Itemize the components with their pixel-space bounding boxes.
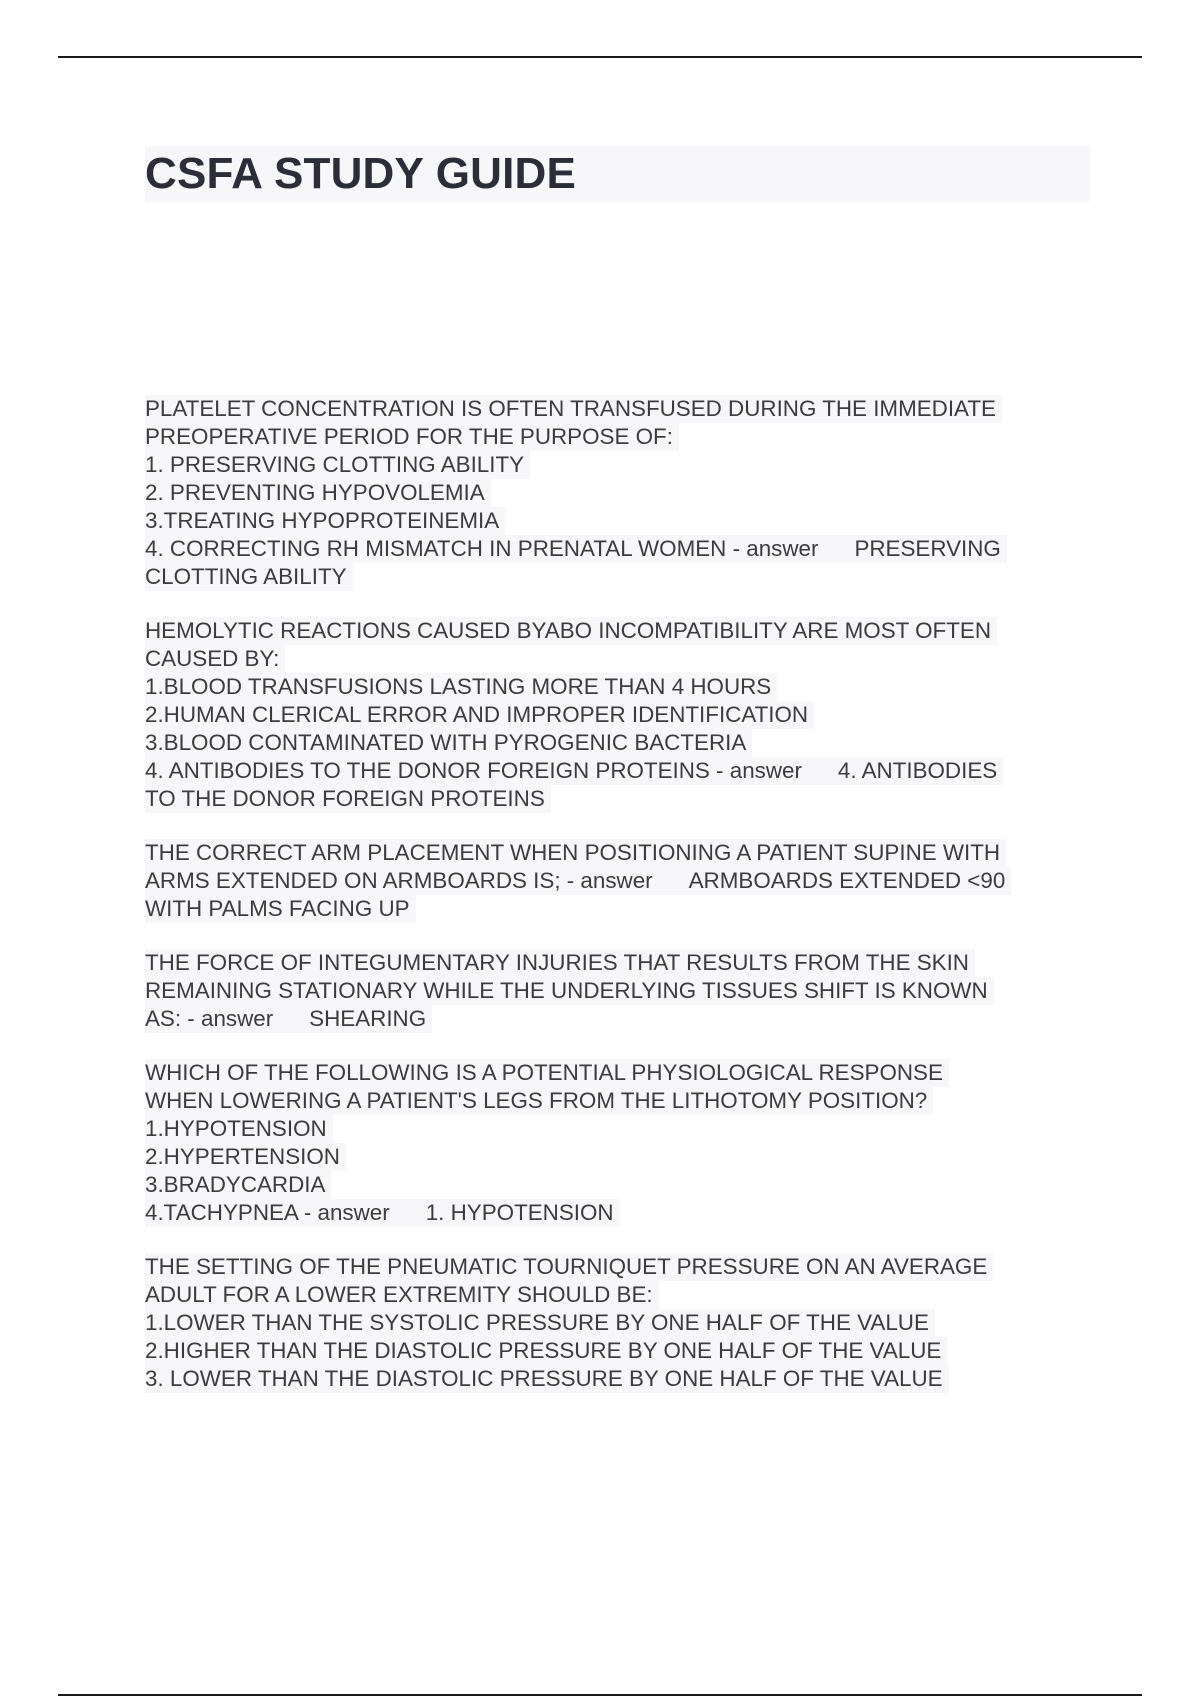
question-text: 3.TREATING HYPOPROTEINEMIA [145, 507, 505, 535]
answer-lead: 4. ANTIBODIES TO THE DONOR FOREIGN PROTEINS - answer [145, 758, 802, 783]
question-line [145, 977, 1095, 1005]
question-line [145, 507, 1095, 535]
answer-row [145, 757, 1003, 785]
answer-lead: 4. CORRECTING RH MISMATCH IN PRENATAL WOMEN - answer [145, 536, 819, 561]
question-line [145, 1143, 1095, 1171]
answer-tail: CLOTTING ABILITY [145, 563, 353, 591]
question-text: THE CORRECT ARM PLACEMENT WHEN POSITIONING A PATIENT SUPINE WITH [145, 839, 1006, 867]
question-block [145, 1059, 1095, 1227]
question-text: 3.BLOOD CONTAMINATED WITH PYROGENIC BACTERIA [145, 729, 752, 757]
question-list [145, 395, 1095, 1419]
question-line [145, 949, 1095, 977]
question-line [145, 1337, 1095, 1365]
answer-line [145, 757, 1095, 785]
answer-continuation-line [145, 895, 1095, 923]
question-text: 1.LOWER THAN THE SYSTOLIC PRESSURE BY ONE HALF OF THE VALUE [145, 1309, 935, 1337]
question-line [145, 479, 1095, 507]
answer-row [145, 867, 1011, 895]
question-text: CAUSED BY: [145, 645, 285, 673]
question-block [145, 1253, 1095, 1393]
question-text: THE FORCE OF INTEGUMENTARY INJURIES THAT RESULTS FROM THE SKIN [145, 949, 975, 977]
question-text: 1. PRESERVING CLOTTING ABILITY [145, 451, 530, 479]
answer-row [145, 1199, 620, 1227]
question-line [145, 701, 1095, 729]
question-line [145, 839, 1095, 867]
question-text: 2. PREVENTING HYPOVOLEMIA [145, 479, 491, 507]
answer-line [145, 867, 1095, 895]
question-line [145, 673, 1095, 701]
question-text: ADULT FOR A LOWER EXTREMITY SHOULD BE: [145, 1281, 659, 1309]
question-line [145, 1281, 1095, 1309]
question-block [145, 395, 1095, 591]
question-text: WHICH OF THE FOLLOWING IS A POTENTIAL PHYSIOLOGICAL RESPONSE [145, 1059, 949, 1087]
answer-line [145, 535, 1095, 563]
question-line [145, 1087, 1095, 1115]
answer-text: 4. ANTIBODIES [837, 758, 998, 783]
question-text: 2.HUMAN CLERICAL ERROR AND IMPROPER IDENTIFICATION [145, 701, 814, 729]
question-text: 1.BLOOD TRANSFUSIONS LASTING MORE THAN 4 HOURS [145, 673, 777, 701]
answer-lead: ARMS EXTENDED ON ARMBOARDS IS; - answer [145, 868, 653, 893]
question-line [145, 1365, 1095, 1393]
question-line [145, 1115, 1095, 1143]
question-text: 1.HYPOTENSION [145, 1115, 333, 1143]
title-block [145, 146, 1090, 202]
page-title: CSFA STUDY GUIDE [145, 149, 577, 198]
answer-text: 1. HYPOTENSION [425, 1200, 614, 1225]
answer-continuation-line [145, 563, 1095, 591]
answer-text: SHEARING [309, 1006, 427, 1031]
answer-tail: TO THE DONOR FOREIGN PROTEINS [145, 785, 551, 813]
question-text: PREOPERATIVE PERIOD FOR THE PURPOSE OF: [145, 423, 679, 451]
question-line [145, 423, 1095, 451]
question-text: 2.HIGHER THAN THE DIASTOLIC PRESSURE BY ONE HALF OF THE VALUE [145, 1337, 947, 1365]
answer-lead: AS: - answer [145, 1006, 274, 1031]
question-line [145, 1171, 1095, 1199]
question-line [145, 645, 1095, 673]
question-line [145, 617, 1095, 645]
answer-row [145, 535, 1007, 563]
top-rule [58, 56, 1142, 58]
answer-tail: WITH PALMS FACING UP [145, 895, 416, 923]
question-block [145, 949, 1095, 1033]
bottom-rule [58, 1694, 1142, 1696]
question-text: PLATELET CONCENTRATION IS OFTEN TRANSFUSED DURING THE IMMEDIATE [145, 395, 1002, 423]
answer-text: ARMBOARDS EXTENDED <90 [688, 868, 1006, 893]
answer-line [145, 1199, 1095, 1227]
question-text: WHEN LOWERING A PATIENT'S LEGS FROM THE LITHOTOMY POSITION? [145, 1087, 933, 1115]
question-text: THE SETTING OF THE PNEUMATIC TOURNIQUET PRESSURE ON AN AVERAGE [145, 1253, 993, 1281]
answer-row [145, 1005, 432, 1033]
question-line [145, 1059, 1095, 1087]
answer-lead: 4.TACHYPNEA - answer [145, 1200, 390, 1225]
question-line [145, 1253, 1095, 1281]
question-line [145, 451, 1095, 479]
question-text: 3. LOWER THAN THE DIASTOLIC PRESSURE BY ONE HALF OF THE VALUE [145, 1365, 949, 1393]
answer-continuation-line [145, 785, 1095, 813]
question-line [145, 395, 1095, 423]
question-line [145, 1309, 1095, 1337]
question-text: 3.BRADYCARDIA [145, 1171, 331, 1199]
answer-line [145, 1005, 1095, 1033]
question-block [145, 617, 1095, 813]
question-text: HEMOLYTIC REACTIONS CAUSED BYABO INCOMPATIBILITY ARE MOST OFTEN [145, 617, 997, 645]
question-text: REMAINING STATIONARY WHILE THE UNDERLYING TISSUES SHIFT IS KNOWN [145, 977, 994, 1005]
question-text: 2.HYPERTENSION [145, 1143, 346, 1171]
question-line [145, 729, 1095, 757]
answer-text: PRESERVING [854, 536, 1001, 561]
question-block [145, 839, 1095, 923]
